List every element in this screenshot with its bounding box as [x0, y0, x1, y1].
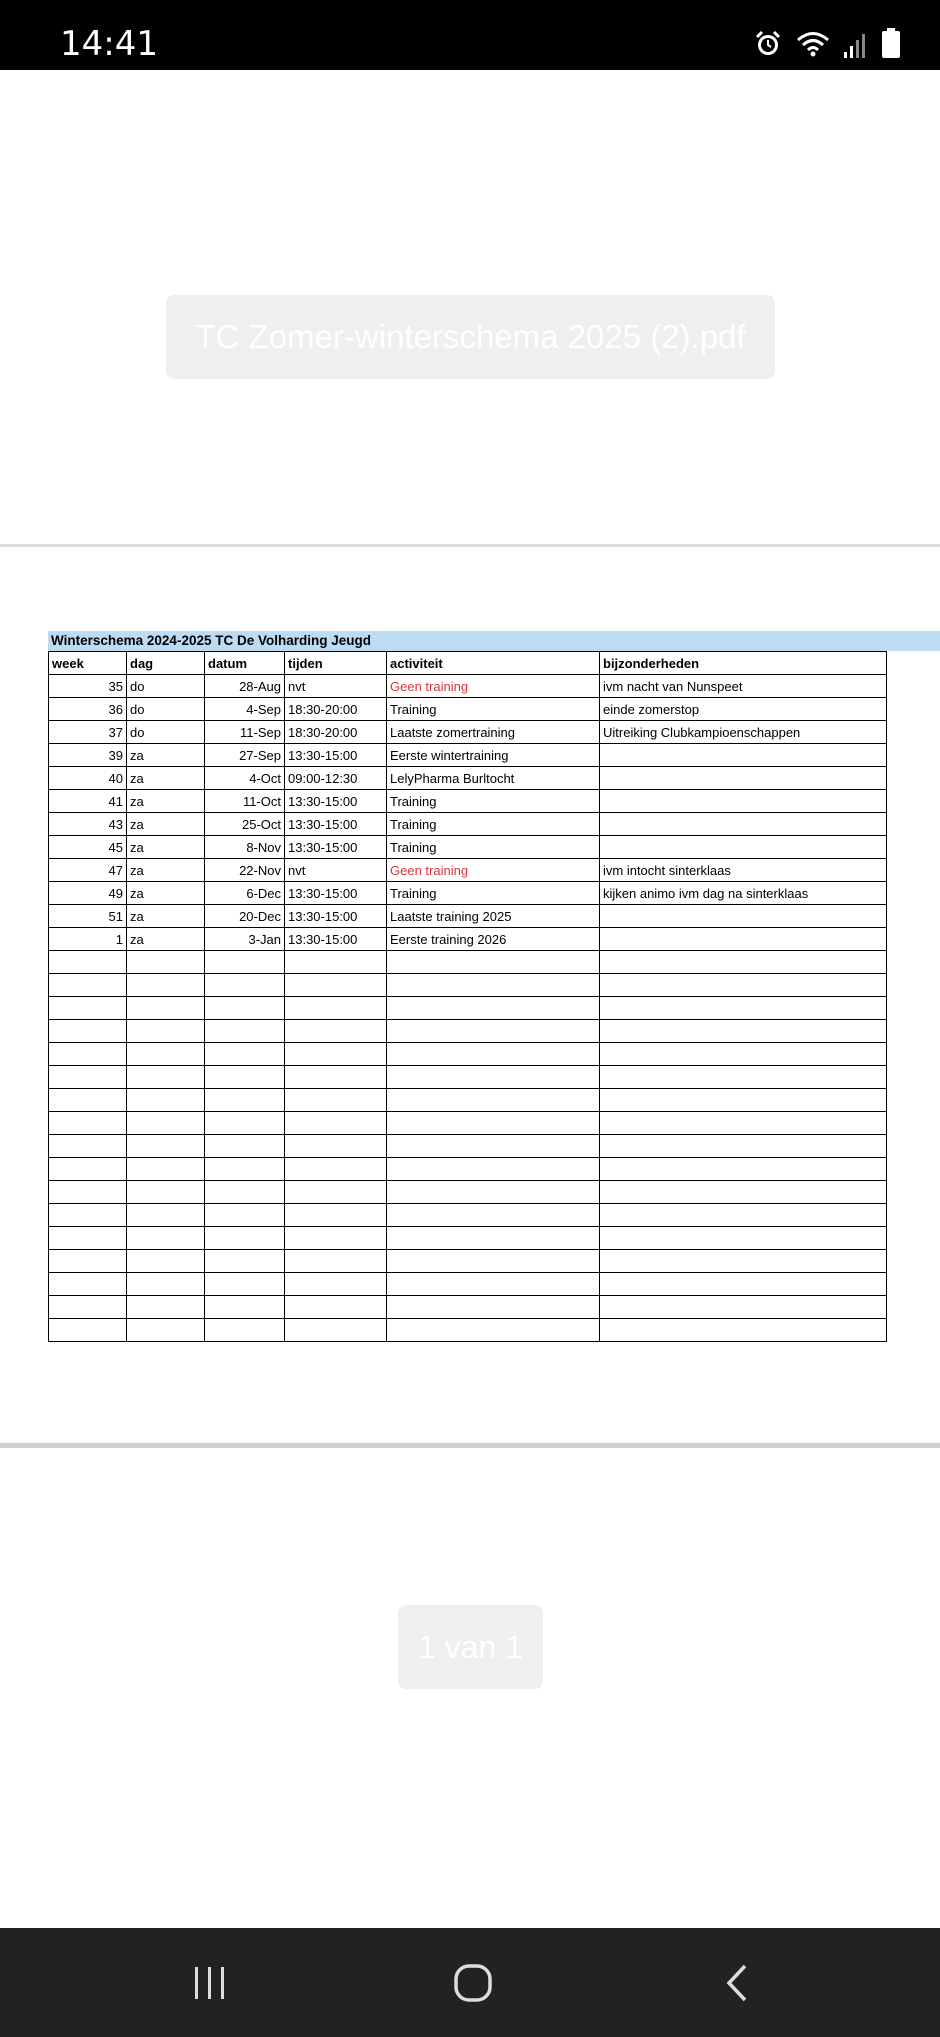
- empty-row: [49, 1227, 887, 1250]
- cell-activiteit: Laatste training 2025: [387, 905, 600, 928]
- empty-cell: [600, 1112, 887, 1135]
- empty-cell: [49, 1296, 127, 1319]
- empty-cell: [49, 1204, 127, 1227]
- cell-week: 40: [49, 767, 127, 790]
- empty-cell: [600, 1089, 887, 1112]
- empty-cell: [600, 974, 887, 997]
- table-row: [49, 721, 887, 744]
- status-icons: [754, 28, 900, 58]
- empty-cell: [285, 1204, 387, 1227]
- empty-cell: [127, 1273, 205, 1296]
- cell-dag: za: [127, 790, 205, 813]
- cell-dag: do: [127, 675, 205, 698]
- empty-cell: [600, 1250, 887, 1273]
- cell-bijzonderheden: [600, 744, 887, 767]
- cell-bijzonderheden: [600, 836, 887, 859]
- table-row: [49, 928, 887, 951]
- cell-activiteit: Geen training: [387, 675, 600, 698]
- cell-datum: 20-Dec: [205, 905, 285, 928]
- empty-cell: [127, 1089, 205, 1112]
- empty-cell: [387, 974, 600, 997]
- cell-datum: 4-Oct: [205, 767, 285, 790]
- cell-tijden: 13:30-15:00: [285, 813, 387, 836]
- cell-activiteit: Eerste training 2026: [387, 928, 600, 951]
- empty-cell: [285, 1020, 387, 1043]
- column-header-dag: dag: [127, 652, 205, 675]
- empty-cell: [387, 1158, 600, 1181]
- cell-dag: za: [127, 882, 205, 905]
- empty-row: [49, 951, 887, 974]
- home-icon: [453, 1963, 493, 2003]
- table-header-row: [49, 652, 887, 675]
- empty-cell: [49, 997, 127, 1020]
- empty-row: [49, 974, 887, 997]
- empty-cell: [387, 1089, 600, 1112]
- empty-cell: [49, 1273, 127, 1296]
- cell-datum: 4-Sep: [205, 698, 285, 721]
- cell-activiteit: Training: [387, 813, 600, 836]
- empty-cell: [387, 1135, 600, 1158]
- cell-activiteit: Laatste zomertraining: [387, 721, 600, 744]
- cell-datum: 28-Aug: [205, 675, 285, 698]
- empty-row: [49, 1089, 887, 1112]
- cell-activiteit: Geen training: [387, 859, 600, 882]
- empty-cell: [285, 1250, 387, 1273]
- empty-cell: [205, 1296, 285, 1319]
- cell-tijden: 13:30-15:00: [285, 928, 387, 951]
- page-indicator: 1 van 1: [398, 1605, 543, 1689]
- empty-cell: [49, 1319, 127, 1342]
- empty-cell: [205, 1089, 285, 1112]
- cell-datum: 22-Nov: [205, 859, 285, 882]
- cell-tijden: 18:30-20:00: [285, 721, 387, 744]
- empty-row: [49, 1158, 887, 1181]
- empty-cell: [49, 1066, 127, 1089]
- cell-bijzonderheden: kijken animo ivm dag na sinterklaas: [600, 882, 887, 905]
- cell-tijden: 13:30-15:00: [285, 882, 387, 905]
- column-header-activiteit: activiteit: [387, 652, 600, 675]
- table-row: [49, 698, 887, 721]
- empty-cell: [285, 1319, 387, 1342]
- empty-cell: [127, 1227, 205, 1250]
- cell-week: 43: [49, 813, 127, 836]
- empty-cell: [600, 1273, 887, 1296]
- empty-cell: [205, 1112, 285, 1135]
- empty-cell: [285, 1227, 387, 1250]
- cell-tijden: 13:30-15:00: [285, 905, 387, 928]
- cell-bijzonderheden: [600, 905, 887, 928]
- empty-cell: [285, 1158, 387, 1181]
- empty-cell: [285, 1181, 387, 1204]
- cell-week: 39: [49, 744, 127, 767]
- empty-cell: [127, 1250, 205, 1273]
- empty-row: [49, 1066, 887, 1089]
- empty-cell: [205, 1158, 285, 1181]
- column-header-bijzonderheden: bijzonderheden: [600, 652, 887, 675]
- cell-dag: do: [127, 721, 205, 744]
- cell-activiteit: LelyPharma Burltocht: [387, 767, 600, 790]
- cell-bijzonderheden: [600, 790, 887, 813]
- empty-cell: [600, 1181, 887, 1204]
- file-title-chip: TC Zomer-winterschema 2025 (2).pdf: [166, 295, 775, 379]
- cell-datum: 11-Sep: [205, 721, 285, 744]
- empty-cell: [49, 1089, 127, 1112]
- status-time: 14:41: [60, 24, 158, 64]
- empty-cell: [205, 951, 285, 974]
- empty-cell: [600, 997, 887, 1020]
- empty-cell: [205, 1319, 285, 1342]
- empty-cell: [49, 1227, 127, 1250]
- back-button[interactable]: [708, 1956, 768, 2010]
- empty-cell: [600, 1158, 887, 1181]
- recent-apps-button[interactable]: [180, 1956, 240, 2010]
- empty-cell: [285, 1066, 387, 1089]
- empty-cell: [387, 1204, 600, 1227]
- empty-cell: [285, 974, 387, 997]
- empty-cell: [387, 1250, 600, 1273]
- empty-cell: [285, 1273, 387, 1296]
- empty-row: [49, 1112, 887, 1135]
- empty-row: [49, 997, 887, 1020]
- cell-bijzonderheden: einde zomerstop: [600, 698, 887, 721]
- table-row: [49, 675, 887, 698]
- empty-cell: [387, 1319, 600, 1342]
- empty-row: [49, 1250, 887, 1273]
- table-row: [49, 767, 887, 790]
- empty-cell: [387, 997, 600, 1020]
- cell-tijden: 09:00-12:30: [285, 767, 387, 790]
- signal-icon: [844, 32, 868, 58]
- cell-datum: 25-Oct: [205, 813, 285, 836]
- cell-bijzonderheden: Uitreiking Clubkampioenschappen: [600, 721, 887, 744]
- empty-cell: [600, 1296, 887, 1319]
- cell-dag: za: [127, 767, 205, 790]
- cell-tijden: 13:30-15:00: [285, 836, 387, 859]
- cell-week: 37: [49, 721, 127, 744]
- back-icon: [723, 1963, 753, 2003]
- empty-cell: [600, 1135, 887, 1158]
- cell-bijzonderheden: [600, 813, 887, 836]
- cell-dag: za: [127, 905, 205, 928]
- empty-cell: [127, 1112, 205, 1135]
- cell-activiteit: Training: [387, 790, 600, 813]
- cell-tijden: 13:30-15:00: [285, 744, 387, 767]
- empty-cell: [387, 1020, 600, 1043]
- empty-cell: [285, 951, 387, 974]
- column-header-tijden: tijden: [285, 652, 387, 675]
- empty-cell: [205, 1227, 285, 1250]
- empty-cell: [49, 1135, 127, 1158]
- empty-cell: [49, 1181, 127, 1204]
- cell-bijzonderheden: [600, 928, 887, 951]
- empty-cell: [127, 1296, 205, 1319]
- empty-cell: [49, 1043, 127, 1066]
- empty-row: [49, 1020, 887, 1043]
- empty-cell: [49, 1112, 127, 1135]
- empty-cell: [127, 1043, 205, 1066]
- empty-cell: [127, 1204, 205, 1227]
- empty-cell: [285, 1089, 387, 1112]
- wifi-icon: [796, 30, 830, 58]
- table-row: [49, 859, 887, 882]
- empty-cell: [205, 1066, 285, 1089]
- cell-dag: za: [127, 859, 205, 882]
- cell-tijden: nvt: [285, 859, 387, 882]
- schedule-table: [48, 651, 887, 1342]
- empty-row: [49, 1135, 887, 1158]
- table-row: [49, 790, 887, 813]
- empty-cell: [49, 1158, 127, 1181]
- cell-week: 49: [49, 882, 127, 905]
- empty-cell: [127, 1319, 205, 1342]
- recent-apps-icon: [190, 1965, 230, 2001]
- cell-activiteit: Training: [387, 836, 600, 859]
- cell-tijden: 13:30-15:00: [285, 790, 387, 813]
- empty-cell: [127, 974, 205, 997]
- empty-cell: [387, 1112, 600, 1135]
- empty-cell: [205, 1043, 285, 1066]
- empty-cell: [387, 1273, 600, 1296]
- empty-cell: [285, 1043, 387, 1066]
- alarm-icon: [754, 30, 782, 58]
- cell-week: 1: [49, 928, 127, 951]
- cell-week: 36: [49, 698, 127, 721]
- cell-datum: 6-Dec: [205, 882, 285, 905]
- empty-cell: [49, 1020, 127, 1043]
- empty-cell: [127, 1066, 205, 1089]
- cell-week: 47: [49, 859, 127, 882]
- empty-cell: [600, 951, 887, 974]
- empty-cell: [387, 1296, 600, 1319]
- empty-row: [49, 1296, 887, 1319]
- empty-cell: [205, 997, 285, 1020]
- empty-cell: [127, 1020, 205, 1043]
- empty-row: [49, 1204, 887, 1227]
- table-row: [49, 744, 887, 767]
- empty-row: [49, 1273, 887, 1296]
- cell-tijden: nvt: [285, 675, 387, 698]
- navigation-bar: [0, 1928, 940, 2037]
- cell-bijzonderheden: [600, 767, 887, 790]
- cell-week: 35: [49, 675, 127, 698]
- empty-cell: [49, 951, 127, 974]
- cell-week: 41: [49, 790, 127, 813]
- empty-cell: [205, 1250, 285, 1273]
- empty-row: [49, 1319, 887, 1342]
- empty-cell: [127, 951, 205, 974]
- empty-cell: [285, 1296, 387, 1319]
- cell-bijzonderheden: ivm intocht sinterklaas: [600, 859, 887, 882]
- empty-cell: [387, 1066, 600, 1089]
- empty-cell: [600, 1204, 887, 1227]
- cell-activiteit: Eerste wintertraining: [387, 744, 600, 767]
- empty-cell: [127, 1158, 205, 1181]
- cell-dag: za: [127, 928, 205, 951]
- table-row: [49, 905, 887, 928]
- cell-dag: do: [127, 698, 205, 721]
- empty-cell: [49, 1250, 127, 1273]
- empty-cell: [127, 997, 205, 1020]
- empty-cell: [205, 1204, 285, 1227]
- cell-datum: 27-Sep: [205, 744, 285, 767]
- empty-cell: [600, 1043, 887, 1066]
- empty-cell: [600, 1319, 887, 1342]
- empty-cell: [285, 1112, 387, 1135]
- cell-activiteit: Training: [387, 698, 600, 721]
- empty-cell: [205, 1020, 285, 1043]
- empty-row: [49, 1181, 887, 1204]
- column-header-week: week: [49, 652, 127, 675]
- empty-cell: [387, 1227, 600, 1250]
- cell-dag: za: [127, 744, 205, 767]
- cell-week: 45: [49, 836, 127, 859]
- cell-week: 51: [49, 905, 127, 928]
- cell-datum: 8-Nov: [205, 836, 285, 859]
- empty-cell: [127, 1135, 205, 1158]
- empty-cell: [387, 951, 600, 974]
- cell-datum: 11-Oct: [205, 790, 285, 813]
- cell-dag: za: [127, 836, 205, 859]
- empty-cell: [387, 1043, 600, 1066]
- cell-dag: za: [127, 813, 205, 836]
- empty-cell: [205, 974, 285, 997]
- empty-cell: [205, 1135, 285, 1158]
- column-header-datum: datum: [205, 652, 285, 675]
- empty-cell: [285, 997, 387, 1020]
- empty-cell: [205, 1273, 285, 1296]
- table-row: [49, 836, 887, 859]
- empty-row: [49, 1043, 887, 1066]
- table-row: [49, 882, 887, 905]
- cell-tijden: 18:30-20:00: [285, 698, 387, 721]
- empty-cell: [285, 1135, 387, 1158]
- empty-cell: [600, 1066, 887, 1089]
- battery-icon: [882, 28, 900, 58]
- empty-cell: [600, 1227, 887, 1250]
- empty-cell: [205, 1181, 285, 1204]
- cell-datum: 3-Jan: [205, 928, 285, 951]
- home-button[interactable]: [443, 1956, 503, 2010]
- status-bar: [0, 0, 940, 70]
- cell-bijzonderheden: ivm nacht van Nunspeet: [600, 675, 887, 698]
- empty-cell: [49, 974, 127, 997]
- empty-cell: [600, 1020, 887, 1043]
- cell-activiteit: Training: [387, 882, 600, 905]
- empty-cell: [387, 1181, 600, 1204]
- sheet-title: Winterschema 2024-2025 TC De Volharding Jeugd: [48, 631, 940, 651]
- empty-cell: [127, 1181, 205, 1204]
- table-row: [49, 813, 887, 836]
